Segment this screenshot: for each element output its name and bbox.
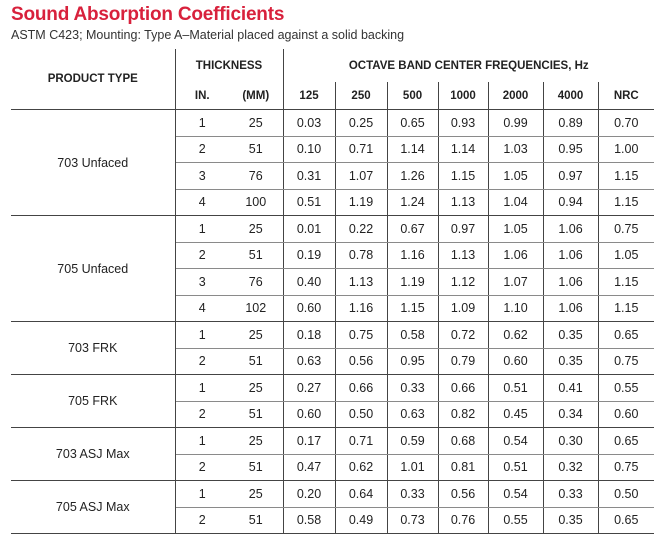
cell-250: 0.75 [335, 322, 387, 349]
cell-2000: 1.06 [488, 242, 543, 269]
table-row [11, 322, 654, 349]
cell-2000: 0.99 [488, 110, 543, 137]
cell-250: 1.07 [335, 163, 387, 190]
table-body [11, 110, 654, 534]
header-col-250: 250 [335, 82, 387, 110]
cell-mm: 102 [229, 295, 283, 322]
cell-125: 0.40 [283, 269, 335, 296]
cell-mm: 76 [229, 163, 283, 190]
cell-nrc: 0.75 [598, 348, 654, 375]
product-type-cell: 705 Unfaced [11, 216, 175, 322]
cell-2000: 1.07 [488, 269, 543, 296]
cell-in: 2 [175, 454, 229, 481]
header-col-125: 125 [283, 82, 335, 110]
cell-mm: 51 [229, 242, 283, 269]
cell-in: 3 [175, 163, 229, 190]
cell-250: 0.66 [335, 375, 387, 402]
cell-in: 3 [175, 269, 229, 296]
cell-in: 1 [175, 216, 229, 243]
product-type-cell: 703 FRK [11, 322, 175, 375]
cell-125: 0.31 [283, 163, 335, 190]
cell-500: 1.01 [387, 454, 438, 481]
cell-4000: 0.94 [543, 189, 598, 216]
cell-2000: 1.04 [488, 189, 543, 216]
cell-500: 0.95 [387, 348, 438, 375]
cell-2000: 1.10 [488, 295, 543, 322]
cell-500: 0.33 [387, 481, 438, 508]
cell-mm: 51 [229, 507, 283, 534]
cell-mm: 25 [229, 216, 283, 243]
cell-1000: 0.82 [438, 401, 488, 428]
cell-mm: 51 [229, 136, 283, 163]
cell-250: 1.13 [335, 269, 387, 296]
cell-4000: 0.95 [543, 136, 598, 163]
product-type-cell: 705 FRK [11, 375, 175, 428]
cell-2000: 1.05 [488, 216, 543, 243]
cell-in: 2 [175, 136, 229, 163]
cell-nrc: 0.75 [598, 216, 654, 243]
cell-250: 0.56 [335, 348, 387, 375]
cell-nrc: 0.50 [598, 481, 654, 508]
cell-nrc: 0.65 [598, 322, 654, 349]
header-product-type: PRODUCT TYPE [11, 49, 175, 110]
cell-1000: 1.13 [438, 189, 488, 216]
table-row [11, 375, 654, 402]
cell-2000: 0.51 [488, 454, 543, 481]
cell-125: 0.60 [283, 401, 335, 428]
cell-mm: 51 [229, 348, 283, 375]
cell-500: 1.24 [387, 189, 438, 216]
cell-1000: 0.76 [438, 507, 488, 534]
cell-1000: 1.14 [438, 136, 488, 163]
cell-250: 1.19 [335, 189, 387, 216]
table-row [11, 216, 654, 243]
cell-in: 2 [175, 348, 229, 375]
cell-500: 1.14 [387, 136, 438, 163]
page-subtitle: ASTM C423; Mounting: Type A–Material placed against a solid backing [11, 28, 405, 42]
cell-4000: 0.35 [543, 322, 598, 349]
cell-1000: 0.68 [438, 428, 488, 455]
cell-mm: 51 [229, 401, 283, 428]
cell-4000: 0.35 [543, 507, 598, 534]
cell-1000: 0.97 [438, 216, 488, 243]
cell-1000: 0.72 [438, 322, 488, 349]
cell-nrc: 1.15 [598, 295, 654, 322]
cell-250: 0.50 [335, 401, 387, 428]
cell-1000: 0.81 [438, 454, 488, 481]
cell-nrc: 1.15 [598, 189, 654, 216]
cell-1000: 0.56 [438, 481, 488, 508]
cell-125: 0.47 [283, 454, 335, 481]
cell-125: 0.03 [283, 110, 335, 137]
cell-nrc: 1.00 [598, 136, 654, 163]
cell-in: 1 [175, 322, 229, 349]
cell-4000: 1.06 [543, 216, 598, 243]
cell-mm: 25 [229, 481, 283, 508]
cell-2000: 1.05 [488, 163, 543, 190]
cell-2000: 0.54 [488, 481, 543, 508]
cell-nrc: 1.15 [598, 163, 654, 190]
cell-2000: 1.03 [488, 136, 543, 163]
cell-nrc: 0.65 [598, 507, 654, 534]
table-row [11, 428, 654, 455]
cell-2000: 0.55 [488, 507, 543, 534]
product-type-cell: 703 Unfaced [11, 110, 175, 216]
cell-125: 0.18 [283, 322, 335, 349]
cell-1000: 0.93 [438, 110, 488, 137]
product-type-cell: 705 ASJ Max [11, 481, 175, 534]
cell-500: 0.67 [387, 216, 438, 243]
table-row [11, 481, 654, 508]
header-col-mm: (MM) [229, 82, 283, 110]
cell-125: 0.58 [283, 507, 335, 534]
cell-1000: 1.12 [438, 269, 488, 296]
table-row [11, 110, 654, 137]
cell-2000: 0.54 [488, 428, 543, 455]
cell-500: 1.15 [387, 295, 438, 322]
header-thickness: THICKNESS [175, 49, 283, 82]
cell-4000: 0.35 [543, 348, 598, 375]
cell-500: 0.65 [387, 110, 438, 137]
cell-in: 1 [175, 428, 229, 455]
cell-1000: 1.09 [438, 295, 488, 322]
header-col-1000: 1000 [438, 82, 488, 110]
cell-2000: 0.51 [488, 375, 543, 402]
cell-nrc: 0.65 [598, 428, 654, 455]
cell-500: 0.59 [387, 428, 438, 455]
cell-125: 0.27 [283, 375, 335, 402]
header-col-nrc: NRC [598, 82, 654, 110]
header-col-2000: 2000 [488, 82, 543, 110]
cell-500: 0.33 [387, 375, 438, 402]
cell-nrc: 0.75 [598, 454, 654, 481]
cell-mm: 100 [229, 189, 283, 216]
cell-mm: 25 [229, 375, 283, 402]
cell-2000: 0.62 [488, 322, 543, 349]
cell-500: 0.58 [387, 322, 438, 349]
cell-in: 1 [175, 110, 229, 137]
absorption-table [11, 49, 654, 534]
cell-in: 1 [175, 481, 229, 508]
cell-in: 2 [175, 242, 229, 269]
cell-2000: 0.60 [488, 348, 543, 375]
cell-nrc: 0.55 [598, 375, 654, 402]
cell-500: 1.26 [387, 163, 438, 190]
cell-4000: 0.33 [543, 481, 598, 508]
header-frequencies: OCTAVE BAND CENTER FREQUENCIES, Hz [348, 59, 589, 72]
cell-4000: 0.34 [543, 401, 598, 428]
cell-4000: 0.32 [543, 454, 598, 481]
cell-4000: 0.97 [543, 163, 598, 190]
cell-500: 1.19 [387, 269, 438, 296]
cell-in: 4 [175, 295, 229, 322]
cell-4000: 1.06 [543, 269, 598, 296]
cell-125: 0.51 [283, 189, 335, 216]
cell-1000: 0.79 [438, 348, 488, 375]
cell-in: 2 [175, 507, 229, 534]
page-title: Sound Absorption Coefficients [11, 4, 285, 25]
cell-mm: 25 [229, 110, 283, 137]
cell-125: 0.19 [283, 242, 335, 269]
cell-250: 0.78 [335, 242, 387, 269]
cell-4000: 0.89 [543, 110, 598, 137]
cell-4000: 1.06 [543, 295, 598, 322]
product-type-cell: 703 ASJ Max [11, 428, 175, 481]
cell-500: 0.63 [387, 401, 438, 428]
cell-4000: 1.06 [543, 242, 598, 269]
cell-nrc: 0.60 [598, 401, 654, 428]
cell-250: 0.22 [335, 216, 387, 243]
cell-250: 0.71 [335, 428, 387, 455]
cell-in: 2 [175, 401, 229, 428]
header-col-500: 500 [387, 82, 438, 110]
cell-250: 1.16 [335, 295, 387, 322]
cell-500: 0.73 [387, 507, 438, 534]
header-col-4000: 4000 [543, 82, 598, 110]
cell-250: 0.64 [335, 481, 387, 508]
cell-125: 0.01 [283, 216, 335, 243]
header-col-in: IN. [175, 82, 229, 110]
cell-500: 1.16 [387, 242, 438, 269]
cell-125: 0.10 [283, 136, 335, 163]
cell-nrc: 1.05 [598, 242, 654, 269]
cell-125: 0.20 [283, 481, 335, 508]
cell-250: 0.71 [335, 136, 387, 163]
cell-4000: 0.30 [543, 428, 598, 455]
cell-nrc: 0.70 [598, 110, 654, 137]
cell-4000: 0.41 [543, 375, 598, 402]
cell-250: 0.49 [335, 507, 387, 534]
cell-mm: 25 [229, 322, 283, 349]
cell-1000: 0.66 [438, 375, 488, 402]
cell-mm: 76 [229, 269, 283, 296]
cell-in: 4 [175, 189, 229, 216]
cell-125: 0.63 [283, 348, 335, 375]
cell-250: 0.25 [335, 110, 387, 137]
cell-125: 0.17 [283, 428, 335, 455]
cell-mm: 25 [229, 428, 283, 455]
cell-nrc: 1.15 [598, 269, 654, 296]
cell-2000: 0.45 [488, 401, 543, 428]
cell-1000: 1.13 [438, 242, 488, 269]
cell-125: 0.60 [283, 295, 335, 322]
cell-in: 1 [175, 375, 229, 402]
cell-250: 0.62 [335, 454, 387, 481]
cell-mm: 51 [229, 454, 283, 481]
cell-1000: 1.15 [438, 163, 488, 190]
